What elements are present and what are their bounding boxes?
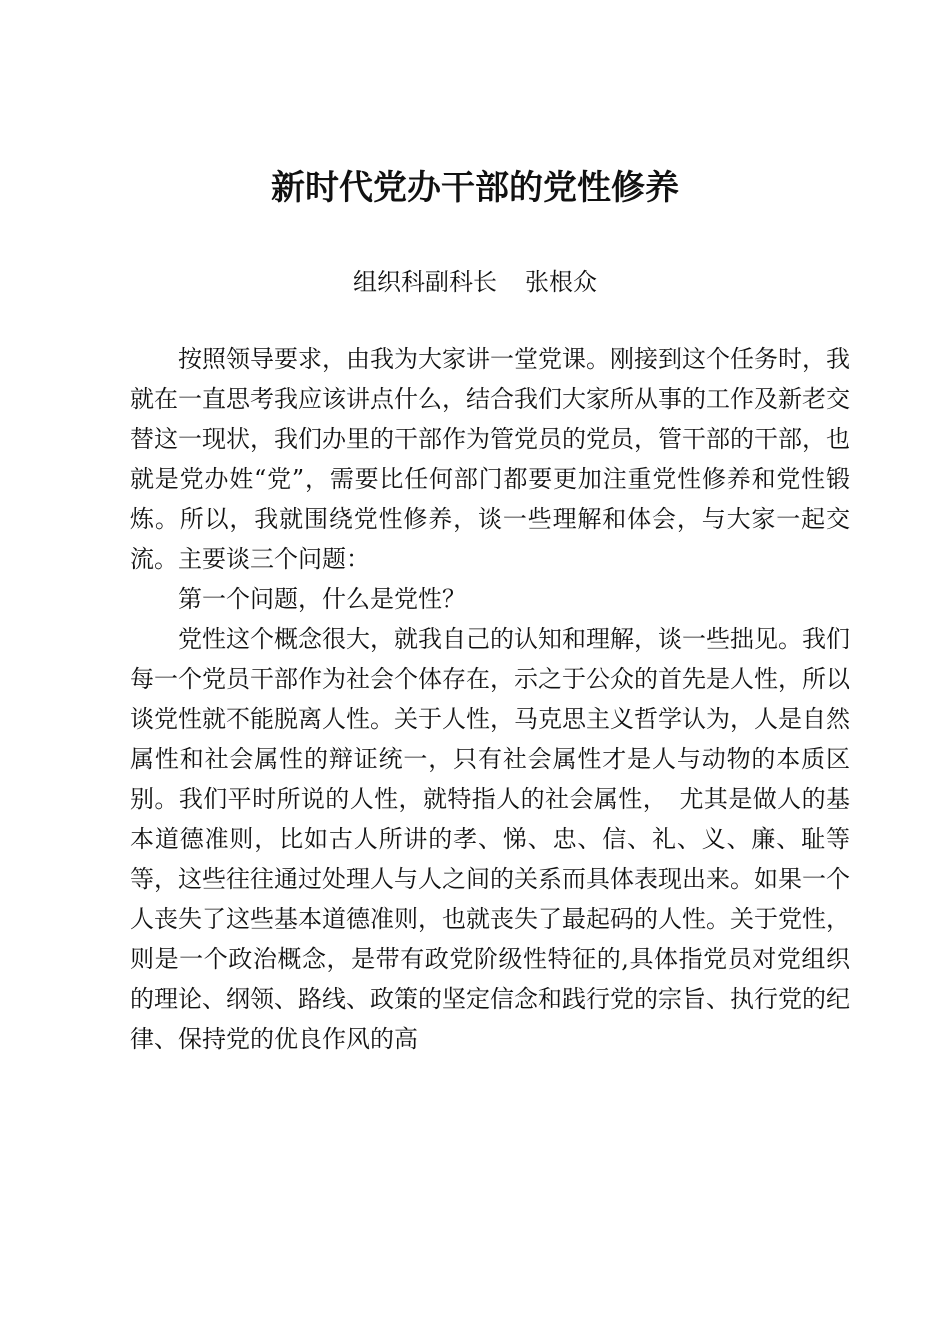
document-body xyxy=(130,339,850,1059)
author-name: 张根众 xyxy=(525,268,597,296)
document-title: 新时代党办干部的党性修养 xyxy=(271,168,679,208)
paragraph-intro: 按照领导要求，由我为大家讲一堂党课。刚接到这个任务时，我就在一直思考我应该讲点什么，结合我们大家所从事的工作及新老交替这一现状，我们办里的干部作为管党员的党员，管干部的干部，也就是党办姓“党”，需要比任何部门都要更加注重党性修养和党性锻炼。所以，我就围绕党性修养，谈一些理解和体会，与大家一起交流。主要谈三个问题： xyxy=(130,345,850,573)
author-position: 组织科副科长 xyxy=(353,268,497,296)
paragraph-question-heading: 第一个问题，什么是党性？ xyxy=(178,585,466,613)
byline xyxy=(0,262,950,302)
paragraph-party-spirit: 党性这个概念很大，就我自己的认知和理解，谈一些拙见。我们每一个党员干部作为社会个体存在，示之于公众的首先是人性，所以谈党性就不能脱离人性。关于人性，马克思主义哲学认为，人是自然属性和社会属性的辩证统一，只有社会属性才是人与动物的本质区别。我们平时所说的人性，就特指人的社会属性， 尤其是做人的基本道德准则，比如古人所讲的孝、悌、忠、信、礼、义、廉、耻等等，这些往往通过处理人与人之间的关系而具体表现出来。如果一个人丧失了这些基本道德准则，也就丧失了最起码的人性。关于党性，则是一个政治概念，是带有政党阶级性特征的,具体指党员对党组织的理论、纲领、路线、政策的坚定信念和践行党的宗旨、执行党的纪律、保持党的优良作风的高 xyxy=(130,625,850,1053)
